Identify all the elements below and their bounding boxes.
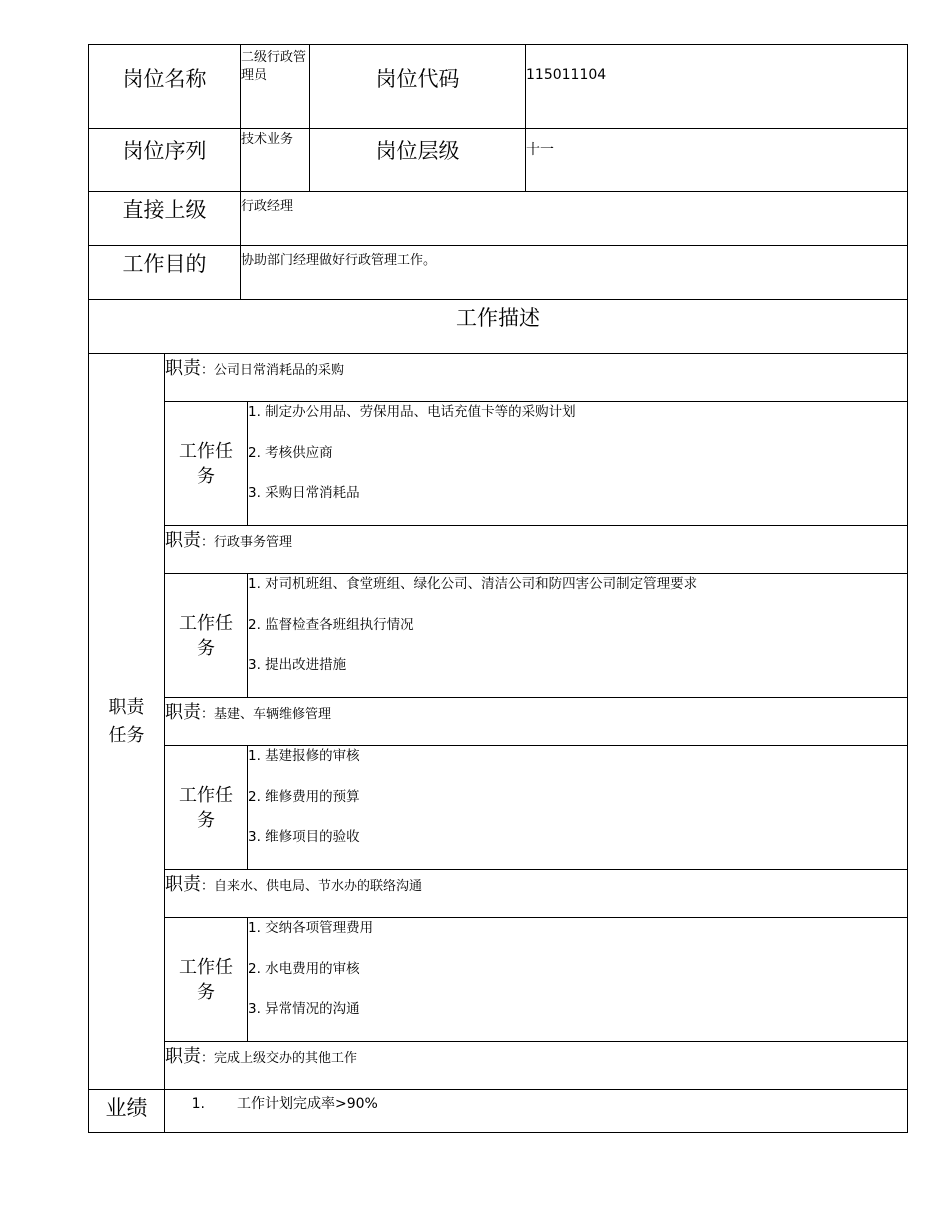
task-row [89,574,908,698]
post-level-label: 岗位层级 [310,129,526,192]
duty-title: 完成上级交办的其他工作 [214,1051,358,1066]
duty-title: 自来水、供电局、节水办的联络沟通 [214,879,423,894]
post-level-value: 十一 [526,129,908,192]
row-description-title [89,300,908,354]
task-item: 2. 水电费用的审核 [248,960,360,977]
performance-item-text: 工作计划完成率>90% [237,1096,378,1112]
purpose-value: 协助部门经理做好行政管理工作。 [241,246,908,300]
duty-title: 行政事务管理 [214,535,293,550]
row-post-series [89,129,908,192]
superior-value: 行政经理 [241,192,908,246]
task-item: 1. 对司机班组、食堂班组、绿化公司、清洁公司和防四害公司制定管理要求 [248,576,698,592]
duty-title-cell: 职责：行政事务管理 [165,526,908,574]
task-list [248,574,908,698]
performance-items [165,1090,908,1133]
row-performance [89,1090,908,1133]
task-item: 2. 监督检查各班组执行情况 [248,616,414,633]
task-label: 工作任务 [165,402,248,526]
performance-label: 业绩 [89,1090,165,1133]
task-item: 2. 考核供应商 [248,444,333,461]
post-code-label: 岗位代码 [310,45,526,129]
duty-row [89,354,908,402]
description-title: 工作描述 [89,300,908,354]
duty-row [89,698,908,746]
post-code-value: 115011104 [526,45,908,129]
performance-item-num: 1. [191,1096,205,1112]
task-item: 3. 采购日常消耗品 [248,485,360,501]
task-row [89,918,908,1042]
task-item: 3. 提出改进措施 [248,657,347,673]
duty-title: 公司日常消耗品的采购 [214,363,345,378]
task-list [248,746,908,870]
post-name-label: 岗位名称 [89,45,241,129]
post-series-label: 岗位序列 [89,129,241,192]
post-name-value: 二级行政管理员 [241,45,310,129]
duty-row [89,1042,908,1090]
task-item: 2. 维修费用的预算 [248,788,360,805]
duty-title-cell: 职责：基建、车辆维修管理 [165,698,908,746]
row-post-name [89,45,908,129]
task-row [89,746,908,870]
post-series-value: 技术业务 [241,129,310,192]
task-item: 1. 交纳各项管理费用 [248,920,374,936]
duty-title-cell: 职责：完成上级交办的其他工作 [165,1042,908,1090]
row-purpose [89,246,908,300]
task-list [248,402,908,526]
task-item: 1. 制定办公用品、劳保用品、电话充值卡等的采购计划 [248,404,576,420]
job-description-table [88,44,908,1133]
duty-row [89,526,908,574]
superior-label: 直接上级 [89,192,241,246]
duties-label: 职责任务 [89,354,165,1090]
task-list [248,918,908,1042]
task-item: 3. 维修项目的验收 [248,829,360,845]
duty-title-cell: 职责：自来水、供电局、节水办的联络沟通 [165,870,908,918]
duty-title-cell: 职责：公司日常消耗品的采购 [165,354,908,402]
task-label: 工作任务 [165,918,248,1042]
task-label: 工作任务 [165,746,248,870]
duty-title: 基建、车辆维修管理 [214,707,332,722]
task-row [89,402,908,526]
task-label: 工作任务 [165,574,248,698]
row-superior [89,192,908,246]
duty-row [89,870,908,918]
purpose-label: 工作目的 [89,246,241,300]
task-item: 3. 异常情况的沟通 [248,1001,360,1017]
task-item: 1. 基建报修的审核 [248,748,360,764]
